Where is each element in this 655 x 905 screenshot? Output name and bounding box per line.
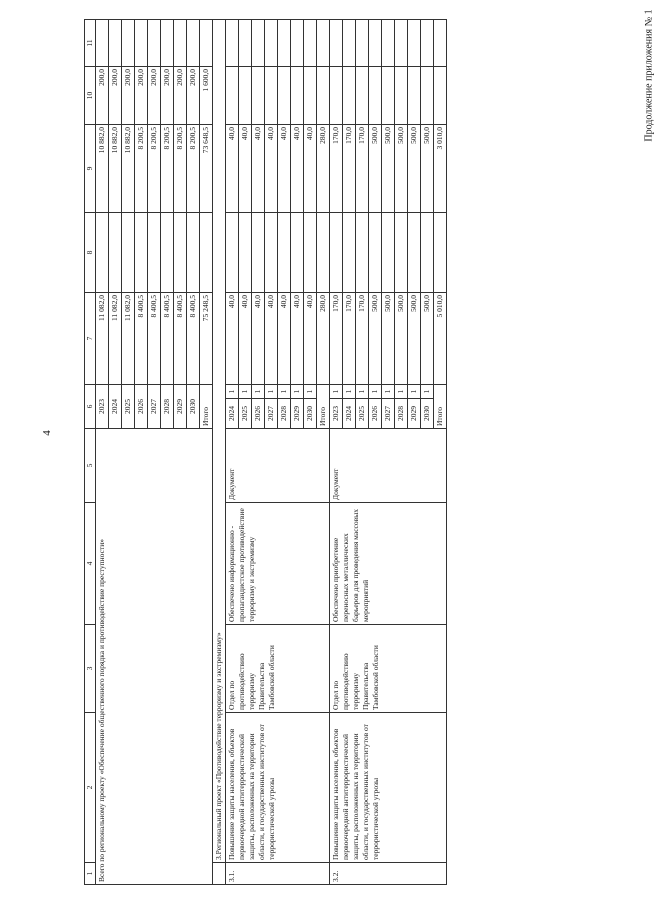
quantity-cell: 1 (369, 385, 382, 399)
year-cell: 2028 (161, 385, 174, 429)
empty-cell (252, 67, 265, 125)
empty-cell (239, 67, 252, 125)
year-cell: 2028 (278, 399, 291, 429)
regional-amount-cell: 40,0 (226, 125, 239, 213)
header-cell: 2 (85, 713, 96, 863)
regional-amount-cell: 40,0 (265, 125, 278, 213)
empty-cell (161, 20, 174, 67)
empty-cell (226, 20, 239, 67)
total-amount-cell: 8 400,5 (174, 293, 187, 385)
quantity-cell: 1 (421, 385, 434, 399)
quantity-cell: 1 (343, 385, 356, 399)
total-amount-cell: 170,0 (343, 293, 356, 385)
section-title: 3.Региональный проект «Противодействие терроризму и экстремизму» (213, 20, 226, 863)
item-goal: Повышение защиты населения, объектов первоочередной антитеррористической защиты, расположенных на территории области, и государственных институтов от террористической угрозы (330, 713, 447, 863)
other-amount-cell: 200,0 (174, 67, 187, 125)
header-cell: 8 (85, 213, 96, 293)
empty-cell (382, 67, 395, 125)
empty-cell (369, 20, 382, 67)
empty-cell (239, 213, 252, 293)
header-cell: 11 (85, 20, 96, 67)
empty-cell (109, 213, 122, 293)
total-amount-cell: 500,0 (421, 293, 434, 385)
empty-cell (200, 213, 213, 293)
regional-amount-cell: 73 648,5 (200, 125, 213, 213)
item-result: Обеспечено информационно - пропагандистское противодействие терроризму и экстремизму (226, 503, 330, 625)
empty-cell (213, 863, 226, 885)
total-amount-cell: 40,0 (278, 293, 291, 385)
total-amount-cell: 40,0 (252, 293, 265, 385)
empty-cell (317, 67, 330, 125)
item-row (330, 20, 343, 885)
total-amount-cell: 40,0 (265, 293, 278, 385)
total-amount-cell: 8 400,5 (148, 293, 161, 385)
empty-cell (356, 20, 369, 67)
other-amount-cell: 200,0 (135, 67, 148, 125)
year-cell: 2027 (382, 399, 395, 429)
header-cell: 5 (85, 429, 96, 503)
item-row (226, 20, 239, 885)
empty-cell (252, 20, 265, 67)
other-amount-cell: 200,0 (109, 67, 122, 125)
quantity-cell: 1 (330, 385, 343, 399)
regional-amount-cell: 8 200,5 (135, 125, 148, 213)
regional-amount-cell: 8 200,5 (187, 125, 200, 213)
regional-amount-cell: 40,0 (252, 125, 265, 213)
empty-cell (148, 213, 161, 293)
empty-cell (278, 67, 291, 125)
empty-cell (343, 20, 356, 67)
empty-cell (265, 20, 278, 67)
summary-label: Всего по региональному проекту «Обеспечение общественного порядка и противодействие преступности» (96, 429, 213, 885)
empty-cell (135, 20, 148, 67)
empty-cell (330, 20, 343, 67)
year-cell: 2026 (252, 399, 265, 429)
total-amount-cell: 40,0 (226, 293, 239, 385)
regional-amount-cell: 170,0 (356, 125, 369, 213)
empty-cell (161, 213, 174, 293)
empty-cell (395, 20, 408, 67)
empty-cell (252, 213, 265, 293)
regional-amount-cell: 8 200,5 (148, 125, 161, 213)
year-cell: 2029 (291, 399, 304, 429)
item-goal: Повышение защиты населения, объектов первоочередной антитеррористической защиты, расположенных на территории области, и государственных институтов от террористической угрозы (226, 713, 330, 863)
quantity-cell: 1 (291, 385, 304, 399)
regional-amount-cell: 3 010,0 (434, 125, 447, 213)
empty-cell (226, 67, 239, 125)
year-cell: 2030 (421, 399, 434, 429)
empty-cell (291, 213, 304, 293)
item-number: 3.1. (226, 863, 330, 885)
other-amount-cell: 200,0 (161, 67, 174, 125)
header-cell: 1 (85, 863, 96, 885)
total-label: Итого (434, 385, 447, 429)
total-amount-cell: 75 248,5 (200, 293, 213, 385)
continuation-label: Продолжение приложения № 1 (643, 9, 655, 142)
empty-cell (343, 213, 356, 293)
item-number: 3.2. (330, 863, 447, 885)
empty-cell (408, 20, 421, 67)
empty-cell (434, 20, 447, 67)
empty-cell (395, 213, 408, 293)
total-amount-cell: 11 082,0 (96, 293, 109, 385)
total-amount-cell: 40,0 (304, 293, 317, 385)
year-cell: 2028 (395, 399, 408, 429)
empty-cell (135, 213, 148, 293)
empty-cell (369, 213, 382, 293)
empty-cell (239, 20, 252, 67)
year-cell: 2023 (96, 385, 109, 429)
empty-cell (317, 213, 330, 293)
empty-cell (187, 213, 200, 293)
header-cell: 3 (85, 625, 96, 713)
year-cell: 2023 (330, 399, 343, 429)
summary-row (96, 20, 109, 885)
quantity-cell: 1 (356, 385, 369, 399)
year-cell: 2024 (226, 399, 239, 429)
regional-amount-cell: 10 882,0 (109, 125, 122, 213)
empty-cell (96, 213, 109, 293)
year-cell: 2024 (109, 385, 122, 429)
quantity-cell: 1 (278, 385, 291, 399)
empty-cell (434, 67, 447, 125)
header-cell: 10 (85, 67, 96, 125)
empty-cell (278, 213, 291, 293)
total-amount-cell: 5 010,0 (434, 293, 447, 385)
empty-cell (174, 213, 187, 293)
empty-cell (434, 213, 447, 293)
section-title-row (213, 20, 226, 885)
rotated-page (84, 20, 574, 885)
regional-amount-cell: 280,0 (317, 125, 330, 213)
regional-amount-cell: 40,0 (291, 125, 304, 213)
total-label: Итого (200, 385, 213, 429)
item-document: Документ (226, 429, 330, 503)
empty-cell (122, 213, 135, 293)
year-cell: 2026 (369, 399, 382, 429)
empty-cell (330, 67, 343, 125)
quantity-cell: 1 (408, 385, 421, 399)
year-cell: 2030 (187, 385, 200, 429)
regional-amount-cell: 40,0 (304, 125, 317, 213)
quantity-cell: 1 (239, 385, 252, 399)
empty-cell (330, 213, 343, 293)
empty-cell (122, 20, 135, 67)
regional-amount-cell: 500,0 (408, 125, 421, 213)
budget-table (84, 19, 447, 885)
empty-cell (265, 213, 278, 293)
regional-amount-cell: 40,0 (278, 125, 291, 213)
empty-cell (96, 20, 109, 67)
total-amount-cell: 11 082,0 (122, 293, 135, 385)
year-cell: 2025 (122, 385, 135, 429)
table-body (85, 20, 447, 885)
empty-cell (317, 20, 330, 67)
year-cell: 2025 (356, 399, 369, 429)
empty-cell (356, 67, 369, 125)
year-cell: 2027 (148, 385, 161, 429)
empty-cell (291, 20, 304, 67)
regional-amount-cell: 500,0 (382, 125, 395, 213)
total-amount-cell: 280,0 (317, 293, 330, 385)
other-amount-cell: 1 600,0 (200, 67, 213, 125)
empty-cell (304, 20, 317, 67)
quantity-cell: 1 (382, 385, 395, 399)
regional-amount-cell: 8 200,5 (174, 125, 187, 213)
empty-cell (148, 20, 161, 67)
empty-cell (265, 67, 278, 125)
empty-cell (278, 20, 291, 67)
item-result: Обеспечено приобретение переносных металлических барьеров для проведения массовых мероприятий (330, 503, 447, 625)
other-amount-cell: 200,0 (148, 67, 161, 125)
empty-cell (421, 213, 434, 293)
year-cell: 2029 (408, 399, 421, 429)
year-cell: 2029 (174, 385, 187, 429)
header-cell: 4 (85, 503, 96, 625)
total-amount-cell: 170,0 (356, 293, 369, 385)
item-responsible: Отдел по противодействию терроризму Правительства Тамбовской области (330, 625, 447, 713)
other-amount-cell: 200,0 (187, 67, 200, 125)
year-cell: 2026 (135, 385, 148, 429)
total-amount-cell: 500,0 (395, 293, 408, 385)
total-amount-cell: 170,0 (330, 293, 343, 385)
total-amount-cell: 40,0 (291, 293, 304, 385)
empty-cell (421, 67, 434, 125)
empty-cell (291, 67, 304, 125)
item-responsible: Отдел по противодействию терроризму Правительства Тамбовской области (226, 625, 330, 713)
total-amount-cell: 11 082,0 (109, 293, 122, 385)
empty-cell (174, 20, 187, 67)
regional-amount-cell: 10 882,0 (96, 125, 109, 213)
total-amount-cell: 8 400,5 (187, 293, 200, 385)
empty-cell (200, 20, 213, 67)
year-cell: 2025 (239, 399, 252, 429)
empty-cell (408, 213, 421, 293)
regional-amount-cell: 8 200,5 (161, 125, 174, 213)
year-cell: 2030 (304, 399, 317, 429)
regional-amount-cell: 500,0 (369, 125, 382, 213)
empty-cell (187, 20, 200, 67)
header-cell: 7 (85, 293, 96, 385)
empty-cell (408, 67, 421, 125)
item-document: Документ (330, 429, 447, 503)
total-amount-cell: 500,0 (408, 293, 421, 385)
year-cell: 2027 (265, 399, 278, 429)
empty-cell (343, 67, 356, 125)
regional-amount-cell: 170,0 (343, 125, 356, 213)
quantity-cell: 1 (265, 385, 278, 399)
empty-cell (304, 213, 317, 293)
header-cell: 9 (85, 125, 96, 213)
header-cell: 6 (85, 385, 96, 429)
total-amount-cell: 500,0 (382, 293, 395, 385)
empty-cell (382, 20, 395, 67)
empty-cell (109, 20, 122, 67)
quantity-cell: 1 (395, 385, 408, 399)
empty-cell (304, 67, 317, 125)
empty-cell (369, 67, 382, 125)
total-amount-cell: 8 400,5 (135, 293, 148, 385)
regional-amount-cell: 500,0 (421, 125, 434, 213)
regional-amount-cell: 500,0 (395, 125, 408, 213)
empty-cell (226, 213, 239, 293)
empty-cell (395, 67, 408, 125)
total-label: Итого (317, 385, 330, 429)
quantity-cell: 1 (304, 385, 317, 399)
empty-cell (356, 213, 369, 293)
empty-cell (382, 213, 395, 293)
regional-amount-cell: 40,0 (239, 125, 252, 213)
total-amount-cell: 500,0 (369, 293, 382, 385)
regional-amount-cell: 170,0 (330, 125, 343, 213)
page-number: 4 (40, 430, 53, 436)
total-amount-cell: 40,0 (239, 293, 252, 385)
other-amount-cell: 200,0 (122, 67, 135, 125)
header-row (85, 20, 96, 885)
total-amount-cell: 8 400,5 (161, 293, 174, 385)
quantity-cell: 1 (252, 385, 265, 399)
year-cell: 2024 (343, 399, 356, 429)
regional-amount-cell: 10 882,0 (122, 125, 135, 213)
quantity-cell: 1 (226, 385, 239, 399)
empty-cell (421, 20, 434, 67)
other-amount-cell: 200,0 (96, 67, 109, 125)
